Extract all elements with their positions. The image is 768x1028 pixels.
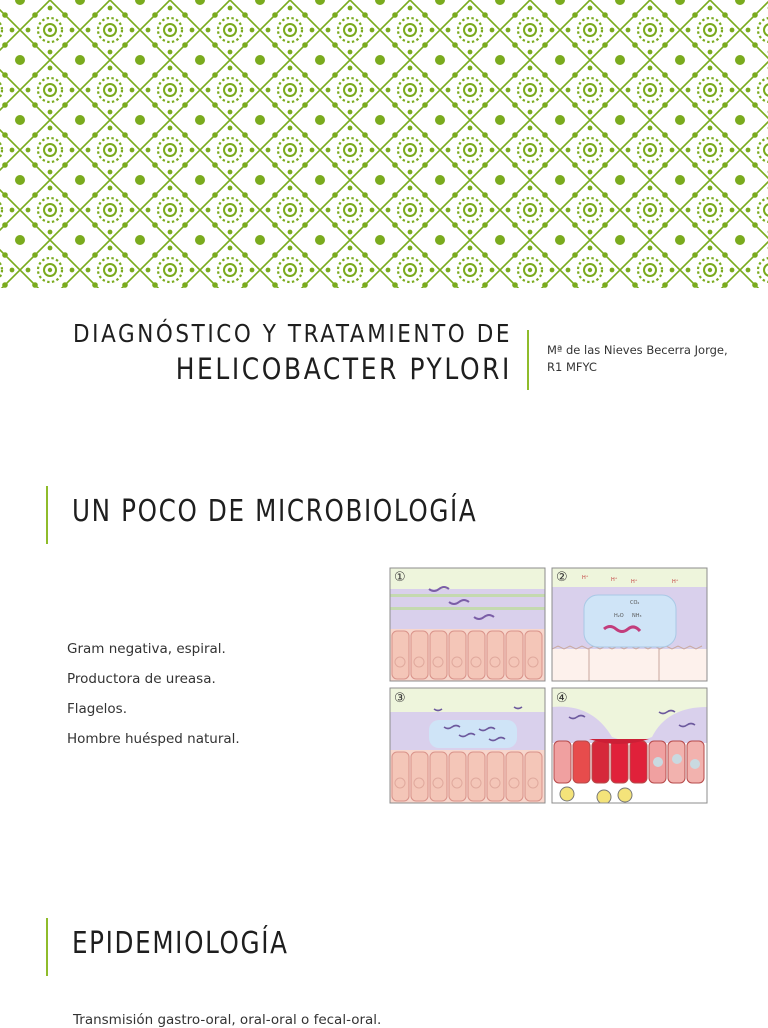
title-line-1: DIAGNÓSTICO Y TRATAMIENTO DE	[73, 319, 512, 348]
chem-label: H⁺	[631, 579, 638, 585]
diagram-panel-1	[390, 568, 545, 681]
bullet-item: Hombre huésped natural.	[67, 731, 240, 747]
bullet-list	[67, 638, 367, 758]
panel-label: ④	[556, 691, 568, 706]
section-title-microbiology: UN POCO DE MICROBIOLOGÍA	[72, 494, 478, 529]
presentation-title	[0, 318, 512, 388]
chem-label: CO₂	[630, 600, 640, 606]
chem-label: H₂O	[614, 613, 624, 619]
section-title-epidemiology: EPIDEMIOLOGÍA	[72, 926, 289, 961]
bullet-item: Gram negativa, espiral.	[67, 641, 226, 657]
chem-label: NH₃	[632, 613, 642, 619]
title-line-2: HELICOBACTER PYLORI	[175, 352, 512, 386]
author-name: Mª de las Nieves Becerra Jorge,	[547, 343, 728, 357]
diagram-panel-4	[552, 688, 707, 804]
diagram-graphic	[389, 567, 709, 805]
chem-label: H⁺	[582, 575, 589, 581]
diagram-panel-2	[552, 568, 707, 681]
chem-label: H⁺	[611, 577, 618, 583]
bullet-item: Flagelos.	[67, 701, 127, 717]
chem-label: H⁺	[672, 579, 679, 585]
helicobacter-infection-diagram	[389, 567, 709, 809]
section-accent-bar	[46, 486, 48, 544]
title-divider	[527, 330, 529, 390]
pattern-graphic	[0, 0, 768, 288]
panel-label: ②	[556, 570, 568, 585]
epidemiology-text: Transmisión gastro-oral, oral-oral o fecal-oral.	[73, 1012, 382, 1028]
author-block	[547, 342, 762, 376]
panel-label: ③	[394, 691, 406, 706]
decorative-pattern	[0, 0, 768, 288]
author-role: R1 MFYC	[547, 360, 597, 374]
diagram-panel-3	[390, 688, 545, 803]
section-accent-bar	[46, 918, 48, 976]
bullet-item: Productora de ureasa.	[67, 671, 216, 687]
panel-label: ①	[394, 570, 406, 585]
